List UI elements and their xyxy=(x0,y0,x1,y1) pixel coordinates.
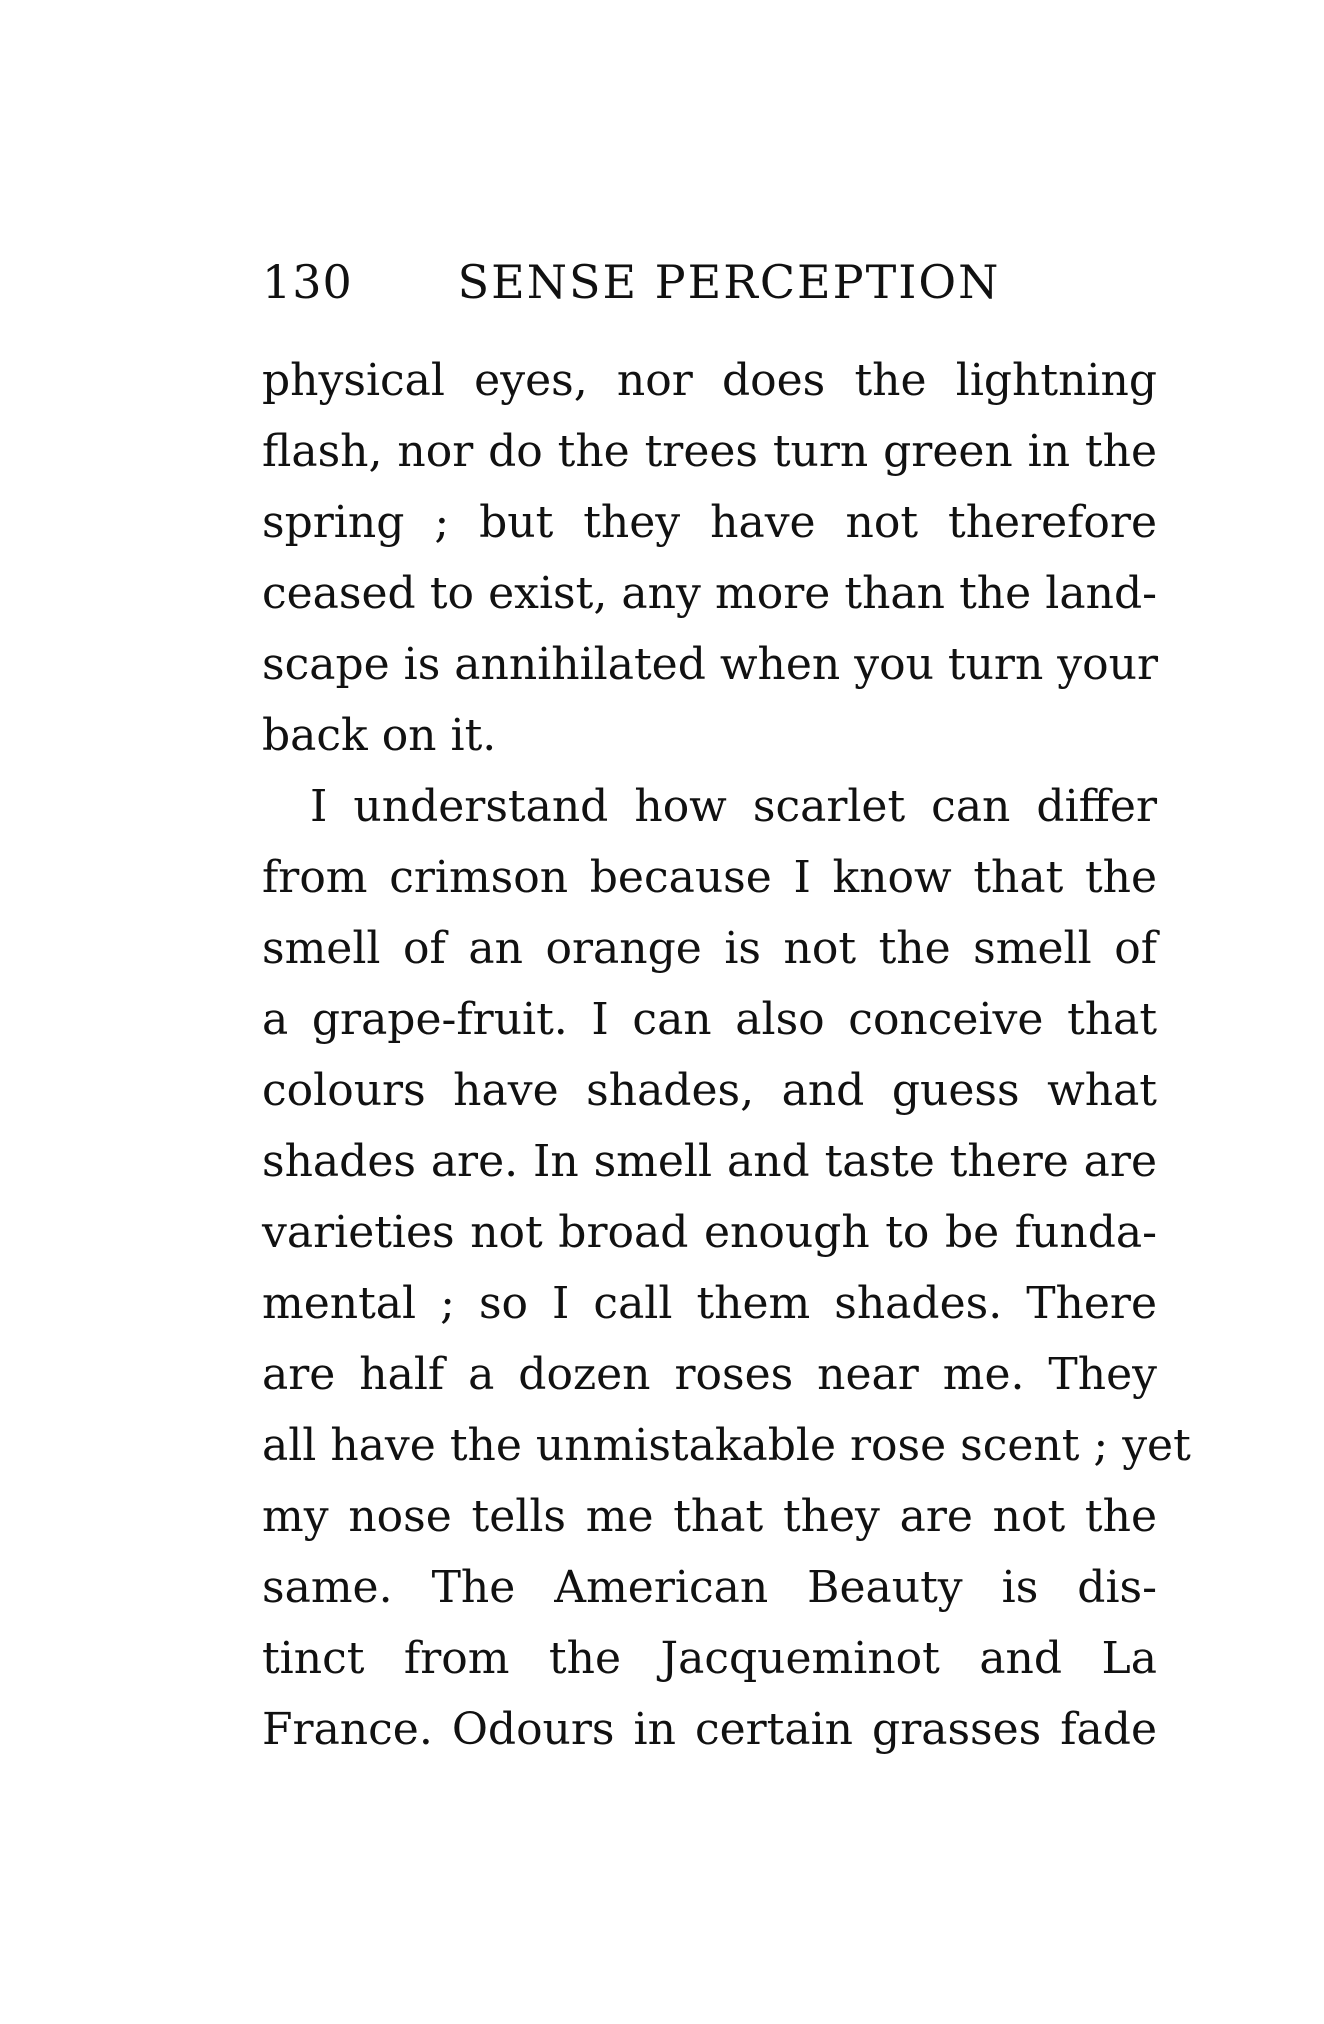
text-line: shades are. In smell and taste there are xyxy=(262,1136,1157,1187)
text-line: colours have shades, and guess what xyxy=(262,1065,1157,1116)
page-number: 130 xyxy=(262,255,353,309)
running-head xyxy=(262,252,1162,312)
body-text xyxy=(262,345,1191,1765)
text-line: physical eyes, nor does the lightning xyxy=(262,355,1157,406)
text-line: spring ; but they have not therefore xyxy=(262,497,1157,548)
text-line: tinct from the Jacqueminot and La xyxy=(262,1633,1157,1684)
text-line: back on it. xyxy=(262,710,497,761)
text-line: France. Odours in certain grasses fade xyxy=(262,1704,1157,1755)
text-line: from crimson because I know that the xyxy=(262,852,1157,903)
text-line: same. The American Beauty is dis- xyxy=(262,1562,1157,1613)
text-line: are half a dozen roses near me. They xyxy=(262,1349,1157,1400)
text-line: ceased to exist, any more than the land- xyxy=(262,568,1157,619)
text-line: my nose tells me that they are not the xyxy=(262,1491,1157,1542)
running-title: SENSE PERCEPTION xyxy=(457,255,1001,309)
text-line: mental ; so I call them shades. There xyxy=(262,1278,1157,1329)
text-line: a grape-fruit. I can also conceive that xyxy=(262,994,1157,1045)
text-line: all have the unmistakable rose scent ; yet xyxy=(262,1420,1191,1471)
text-line: varieties not broad enough to be funda- xyxy=(262,1207,1157,1258)
text-line: scape is annihilated when you turn your xyxy=(262,639,1158,690)
paragraph-1 xyxy=(262,345,1157,771)
text-line: smell of an orange is not the smell of xyxy=(262,923,1157,974)
text-line: flash, nor do the trees turn green in the xyxy=(262,426,1157,477)
text-line: I understand how scarlet can differ xyxy=(310,781,1157,832)
paragraph-2 xyxy=(262,771,1191,1765)
